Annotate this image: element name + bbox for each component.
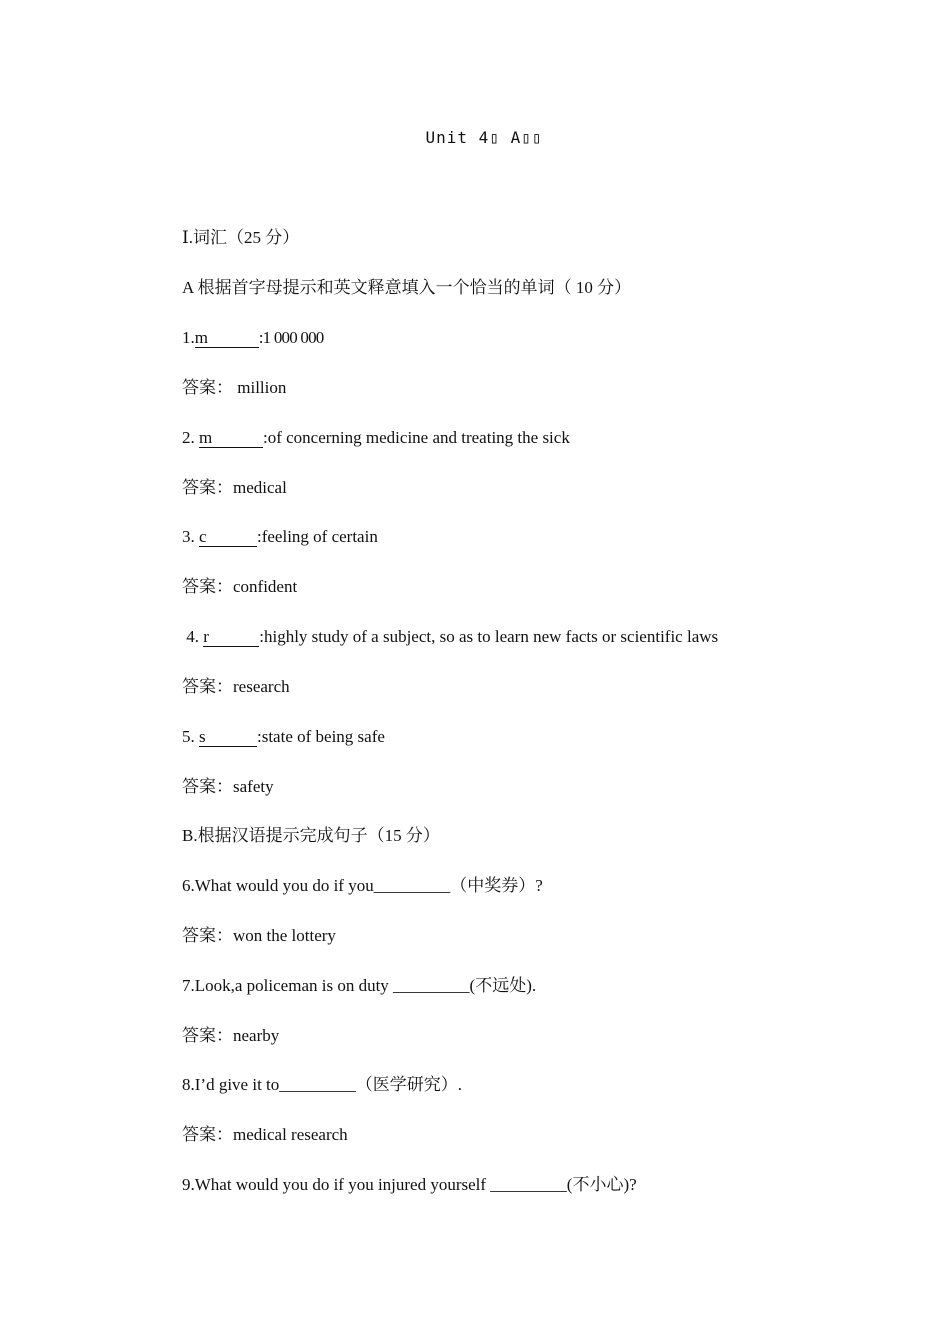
definition: :of concerning medicine and treating the sick <box>263 428 570 447</box>
answer-7: 答案：nearby <box>182 1026 280 1045</box>
definition: :1 000 000 <box>258 328 324 347</box>
answer-5: 答案：safety <box>182 777 274 796</box>
definition: :highly study of a subject, so as to learn new facts or scientific laws <box>259 627 719 646</box>
question-8: 8.I’d give it to_________（医学研究）. <box>182 1075 463 1094</box>
question-2 <box>182 427 570 449</box>
question-1 <box>182 327 323 349</box>
definition: :state of being safe <box>257 727 385 746</box>
page-title: Unit 4▯ A▯▯ <box>425 128 543 147</box>
answer-8: 答案：medical research <box>182 1125 348 1144</box>
question-4 <box>182 626 718 648</box>
answer-blank: m <box>199 429 263 448</box>
answer-blank: c <box>199 528 257 547</box>
question-number: 1. <box>182 328 195 347</box>
answer-blank: m <box>195 329 259 348</box>
answer-2: 答案：medical <box>182 478 287 497</box>
answer-6: 答案：won the lottery <box>182 926 336 945</box>
answer-4: 答案：research <box>182 677 290 696</box>
part-b-instruction: B.根据汉语提示完成句子（15 分） <box>182 826 440 845</box>
question-3 <box>182 526 378 548</box>
answer-3: 答案：confident <box>182 577 298 596</box>
question-number: 3. <box>182 527 199 546</box>
question-number: 5. <box>182 727 199 746</box>
answer-blank: s <box>199 728 257 747</box>
definition: :feeling of certain <box>257 527 378 546</box>
question-9: 9.What would you do if you injured yourself _________(不小心)? <box>182 1175 637 1194</box>
answer-blank: r <box>203 628 259 647</box>
section-heading: Ⅰ.词汇（25 分） <box>182 228 300 247</box>
answer-1: 答案： million <box>182 378 287 397</box>
part-a-instruction: A 根据首字母提示和英文释意填入一个恰当的单词（ 10 分） <box>182 278 632 297</box>
question-6: 6.What would you do if you_________（中奖券）? <box>182 876 543 895</box>
question-number: 2. <box>182 428 199 447</box>
question-7: 7.Look,a policeman is on duty _________(不远处). <box>182 976 537 995</box>
question-number: 4. <box>182 627 204 646</box>
question-5 <box>182 726 385 748</box>
